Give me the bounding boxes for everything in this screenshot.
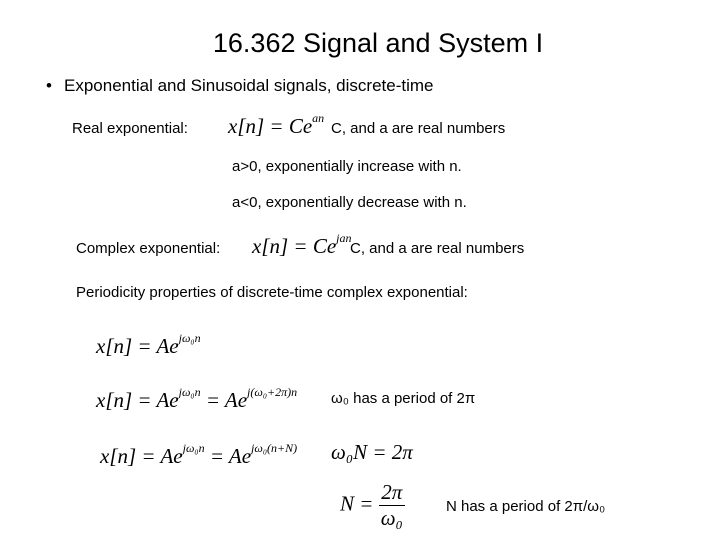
periodicity-heading: Periodicity properties of discrete-time complex exponential: bbox=[76, 284, 468, 301]
periodicity-eq2 bbox=[96, 385, 298, 413]
complex-exp-equation-base: x[n] = Ce bbox=[252, 234, 337, 258]
real-exp-case-negative: a<0, exponentially decrease with n. bbox=[232, 194, 467, 211]
complex-exp-equation bbox=[252, 231, 352, 259]
complex-exp-note: C, and a are real numbers bbox=[350, 240, 525, 257]
eq3-middle: = Ae bbox=[204, 444, 252, 468]
n-equation-numerator: 2π bbox=[379, 480, 405, 506]
complex-exp-exponent: jan bbox=[336, 231, 352, 245]
real-exp-label: Real exponential: bbox=[72, 120, 188, 137]
eq2-note: ω₀ has a period of 2π bbox=[331, 390, 476, 407]
real-exp-equation bbox=[228, 111, 325, 139]
periodicity-eq1 bbox=[96, 331, 201, 359]
n-equation-fraction bbox=[379, 480, 405, 531]
n-note: N has a period of 2π/ω₀ bbox=[446, 498, 606, 515]
periodicity-eq3 bbox=[100, 441, 298, 469]
bullet-point bbox=[46, 76, 433, 96]
real-exp-equation-base: x[n] = Ce bbox=[228, 114, 313, 138]
eq3-exponent-1: jω₀n bbox=[182, 441, 205, 455]
n-equation bbox=[340, 480, 405, 531]
eq1-exponent: jω₀n bbox=[178, 331, 201, 345]
bullet-text: Exponential and Sinusoidal signals, discrete-time bbox=[64, 76, 434, 95]
eq1-base: x[n] = Ae bbox=[96, 334, 179, 358]
eq3-rhs: ω₀N = 2π bbox=[331, 440, 413, 464]
n-equation-denominator: ω₀ bbox=[380, 506, 403, 530]
eq2-middle: = Ae bbox=[200, 388, 248, 412]
eq3-exponent-2: jω₀(n+N) bbox=[251, 441, 298, 455]
complex-exp-label: Complex exponential: bbox=[76, 240, 221, 257]
eq2-base: x[n] = Ae bbox=[96, 388, 179, 412]
slide-title: 16.362 Signal and System I bbox=[212, 28, 544, 58]
n-equation-left: N = bbox=[340, 491, 374, 516]
eq2-exponent-2: j(ω₀+2π)n bbox=[247, 385, 298, 399]
real-exp-case-positive: a>0, exponentially increase with n. bbox=[232, 158, 462, 175]
real-exp-exponent: an bbox=[312, 111, 325, 125]
bullet-dot-icon: • bbox=[46, 76, 52, 95]
eq2-exponent-1: jω₀n bbox=[178, 385, 201, 399]
real-exp-note: C, and a are real numbers bbox=[331, 120, 506, 137]
eq3-base: x[n] = Ae bbox=[100, 444, 183, 468]
